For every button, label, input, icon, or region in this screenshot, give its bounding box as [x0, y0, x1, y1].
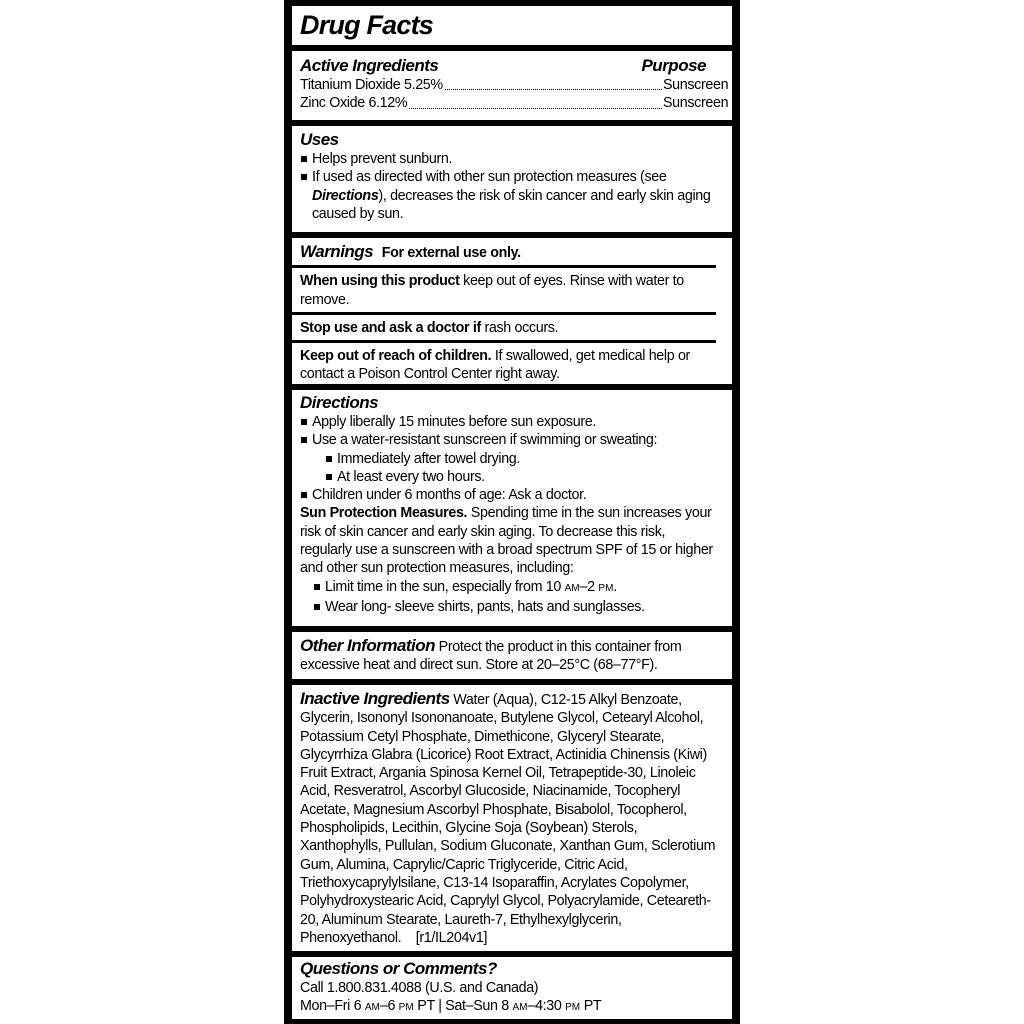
list-item: Children under 6 months of age: Ask a doctor. [300, 486, 732, 504]
when-using-warning: When using this product keep out of eyes. Rinse with water to remove. [300, 273, 684, 308]
purpose-heading: Purpose [641, 56, 706, 75]
list-item: Limit time in the sun, especially from 10 AM–2 PM. [313, 578, 732, 598]
stop-use-warning: Stop use and ask a doctor if rash occurs. [300, 319, 559, 336]
external-use-text: For external use only. [381, 245, 521, 261]
questions-heading: Questions or Comments? [300, 959, 497, 978]
directions-reference: Directions [312, 187, 379, 204]
ingredient-name: Zinc Oxide 6.12% [300, 95, 408, 112]
children-warning: Keep out of reach of children. If swallowed, get medical help or contact a Poison Control Center right away. [300, 348, 690, 383]
ingredient-purpose: Sunscreen [663, 95, 729, 112]
list-item: Use a water-resistant sunscreen if swimming or sweating: [300, 431, 732, 449]
divider [292, 265, 716, 268]
list-item: If used as directed with other sun protection measures (see Directions), decreases the risk of skin cancer and early skin aging caused by sun. [300, 168, 722, 223]
active-ingredients-heading: Active Ingredients [300, 56, 439, 75]
uses-list [300, 150, 732, 223]
sun-protection-measures: Sun Protection Measures. Spending time in the sun increases your risk of skin cancer and early skin aging. To decrease this risk, regularly use a sunscreen with a broad spectrum SPF of 15 or higher and other sun protection measures, including: [300, 505, 713, 577]
other-information-heading: Other Information [300, 636, 436, 655]
hours-line: Mon–Fri 6 AM–6 PM PT | Sat–Sun 8 AM–4:30 PM PT [300, 998, 602, 1015]
warnings-section [292, 238, 732, 384]
drug-facts-panel [284, 0, 740, 1024]
list-item: Apply liberally 15 minutes before sun exposure. [300, 413, 732, 431]
leader-dots [409, 108, 662, 109]
warnings-heading: Warnings [300, 242, 374, 261]
uses-section [292, 126, 732, 232]
phone-line: Call 1.800.831.4088 (U.S. and Canada) [300, 980, 539, 996]
active-ingredient-row [300, 76, 732, 94]
leader-dots [445, 89, 662, 90]
inactive-ingredients-section [292, 685, 732, 951]
title-box [292, 6, 732, 45]
divider [292, 340, 716, 343]
drug-facts-title: Drug Facts [300, 10, 434, 40]
other-information-text: Protect the product in this container from excessive heat and direct sun. Store at 20–25°C (68–77°F). [300, 639, 682, 674]
list-item: Immediately after towel drying. [325, 450, 732, 468]
directions-list [300, 413, 732, 450]
active-ingredients-section [292, 51, 732, 120]
list-item: Helps prevent sunburn. [300, 150, 722, 168]
uses-heading: Uses [300, 130, 339, 149]
questions-section [292, 957, 732, 1019]
directions-section [292, 390, 732, 626]
list-item: At least every two hours. [325, 468, 732, 486]
inactive-ingredients-text: Water (Aqua), C12-15 Alkyl Benzoate, Glycerin, Isononyl Isononanoate, Butylene Glycol, Cetearyl Alcohol, Potassium Cetyl Phosphate, Dimethicone, Glyceryl Stearate, Glycyrrhiza Glabra (Licorice) Root Extract, Actinidia Chinensis (Kiwi) Fruit Extract, Argania Spinosa Kernel Oil, Tetrapeptide-30, Linoleic Acid, Resveratrol, Ascorbyl Glucoside, Niacinamide, Tocopheryl Acetate, Magnesium Ascorbyl Phosphate, Bisabolol, Tocopherol, Phospholipids, Lecithin, Glycine Soja (Soybean) Sterols, Xanthophylls, Pullulan, Sodium Gluconate, Xanthan Gum, Sclerotium Gum, Alumina, Caprylic/Capric Triglyceride, Citric Acid, Triethoxycaprylylsilane, C13-14 Isoparaffin, Acrylates Copolymer, Polyhydroxystearic Acid, Caprylyl Glycol, Polyacrylamide, Ceteareth-20, Aluminum Stearate, Laureth-7, Ethylhexylglycerin, Phenoxyethanol. [300, 692, 716, 946]
other-information-section [292, 632, 732, 679]
ingredient-name: Titanium Dioxide 5.25% [300, 77, 443, 93]
ingredient-purpose: Sunscreen [663, 77, 729, 93]
directions-heading: Directions [300, 393, 379, 412]
sun-protection-list [300, 578, 732, 617]
active-ingredient-row [300, 94, 732, 112]
directions-sublist [300, 450, 732, 487]
divider [292, 312, 716, 315]
list-item: Wear long- sleeve shirts, pants, hats and sunglasses. [313, 598, 732, 616]
label-code: [r1/IL204v1] [415, 929, 488, 946]
inactive-ingredients-heading: Inactive Ingredients [300, 689, 450, 708]
